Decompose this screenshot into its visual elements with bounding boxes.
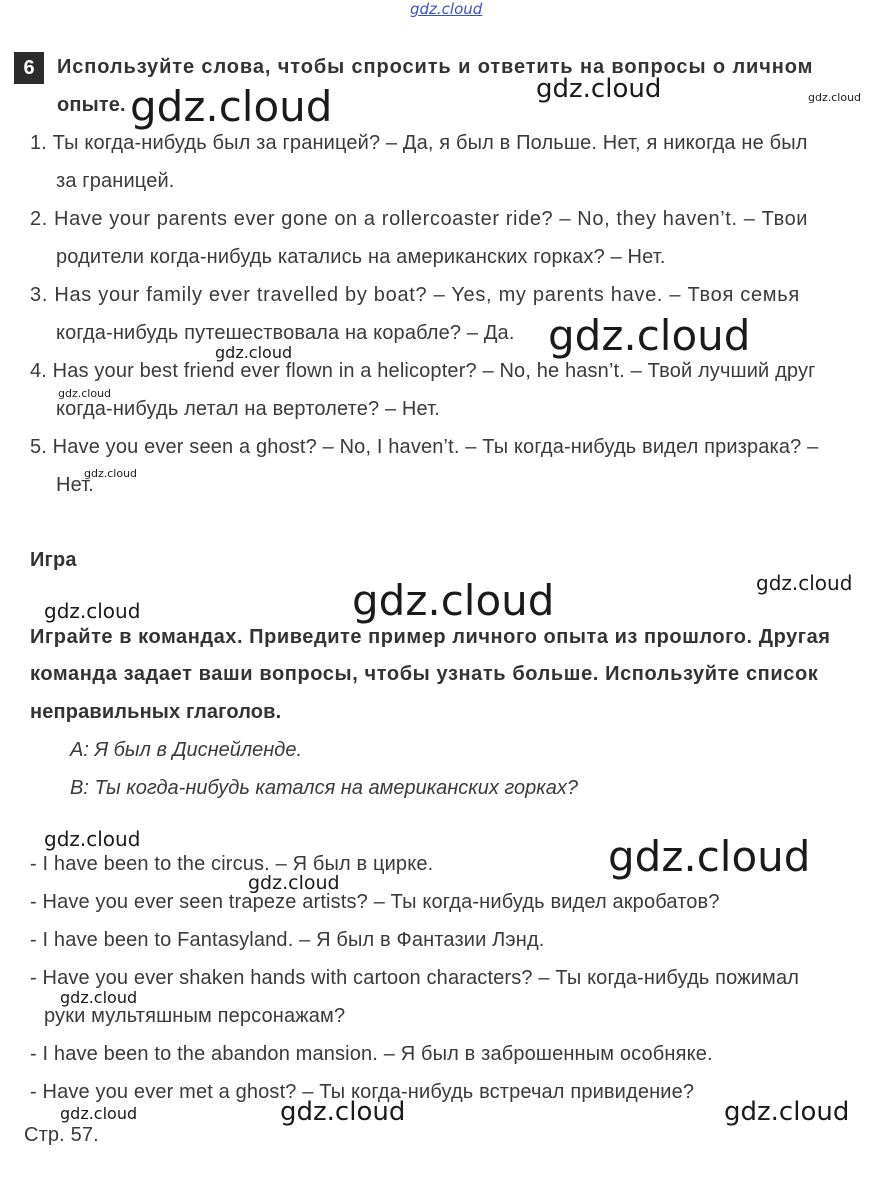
game-instruction-line-2: команда задает ваши вопросы, чтобы узнать больше. Используйте список [30, 663, 819, 685]
dialogue-line-7: - Have you ever met a ghost? – Ты когда-нибудь встречал привидение? [30, 1081, 695, 1103]
watermark: gdz.cloud [808, 91, 862, 104]
watermark: gdz.cloud [548, 311, 751, 360]
answer-3-line-1: 3. Has your family ever travelled by boat? – Yes, my parents have. – Твоя семья [30, 284, 800, 306]
top-watermark-link[interactable]: gdz.cloud [410, 0, 483, 18]
watermark: gdz.cloud [724, 1097, 850, 1127]
answer-1-line-2: за границей. [56, 170, 175, 192]
watermark: gdz.cloud [536, 74, 662, 104]
watermark: gdz.cloud [248, 872, 340, 894]
dialogue-line-3: - I have been to Fantasyland. – Я был в Фантазии Лэнд. [30, 929, 545, 951]
watermark: gdz.cloud [60, 988, 138, 1007]
watermark: gdz.cloud [84, 467, 138, 480]
exercise-number-badge: 6 [14, 52, 44, 84]
game-example-a: А: Я был в Диснейленде. [70, 739, 303, 761]
dialogue-line-6: - I have been to the abandon mansion. – Я был в заброшенным особняке. [30, 1043, 713, 1065]
dialogue-line-2: - Have you ever seen trapeze artists? – Ты когда-нибудь видел акробатов? [30, 891, 720, 913]
answer-3-line-2: когда-нибудь путешествовала на корабле? – Да. [56, 322, 515, 344]
answer-2-line-1: 2. Have your parents ever gone on a rollercoaster ride? – No, they haven’t. – Твои [30, 208, 809, 230]
game-example-b: В: Ты когда-нибудь катался на американских горках? [70, 777, 578, 799]
game-instruction-line-1: Играйте в командах. Приведите пример личного опыта из прошлого. Другая [30, 626, 831, 648]
watermark: gdz.cloud [352, 576, 555, 625]
dialogue-line-4: - Have you ever shaken hands with cartoon characters? – Ты когда-нибудь пожимал [30, 967, 800, 989]
game-heading: Игра [30, 549, 77, 571]
watermark: gdz.cloud [280, 1097, 406, 1127]
watermark: gdz.cloud [60, 1104, 138, 1123]
watermark: gdz.cloud [44, 599, 141, 623]
dialogue-line-1: - I have been to the circus. – Я был в цирке. [30, 853, 434, 875]
answer-1-line-1: 1. Ты когда-нибудь был за границей? – Да, я был в Польше. Нет, я никогда не был [30, 132, 808, 154]
answer-4-line-2: когда-нибудь летал на вертолете? – Нет. [56, 398, 440, 420]
game-instruction-line-3: неправильных глаголов. [30, 701, 282, 723]
watermark: gdz.cloud [608, 832, 811, 881]
page-reference: Стр. 57. [24, 1124, 99, 1146]
watermark: gdz.cloud [58, 387, 112, 400]
answer-4-line-1: 4. Has your best friend ever flown in a helicopter? – No, he hasn’t. – Твой лучший друг [30, 360, 816, 382]
watermark: gdz.cloud [756, 571, 853, 595]
answer-5-line-1: 5. Have you ever seen a ghost? – No, I haven’t. – Ты когда-нибудь видел призрака? – [30, 436, 819, 458]
exercise-instruction-line-1: Используйте слова, чтобы спросить и ответить на вопросы о личном [57, 56, 814, 78]
exercise-instruction-line-2: опыте. [57, 94, 126, 116]
answer-5-line-2: Нет. [56, 474, 95, 496]
answer-2-line-2: родители когда-нибудь катались на американских горках? – Нет. [56, 246, 666, 268]
watermark: gdz.cloud [215, 343, 293, 362]
dialogue-line-5: руки мультяшным персонажам? [44, 1005, 346, 1027]
watermark: gdz.cloud [44, 827, 141, 851]
watermark: gdz.cloud [130, 82, 333, 131]
